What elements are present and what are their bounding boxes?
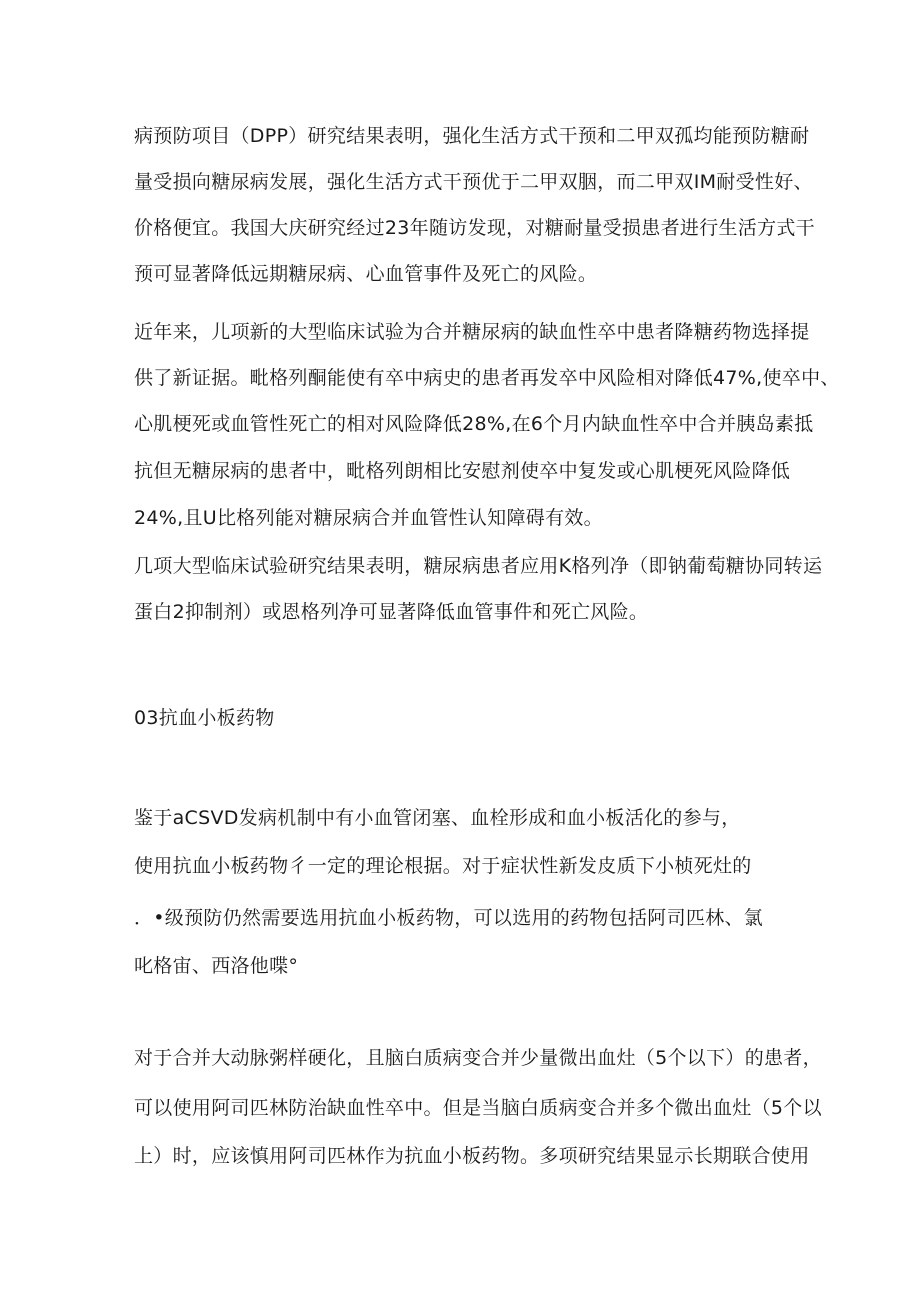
text-line: 对于合并大动脉粥样硬化，且脑白质病变合并少量微出血灶（5个以下）的患者， xyxy=(134,1047,822,1069)
text-line: 24%,且U比格列能对糖尿病合并血管性认知障碍有效。 xyxy=(134,507,603,529)
section-heading: 03抗血小板药物 xyxy=(134,707,275,729)
text-line: 病预防项目（DPP）研究结果表明，强化生活方式干预和二甲双孤均能预防糖耐 xyxy=(134,125,810,147)
text-line: 供了新证据。毗格列酮能使有卒中病史的患者再发卒中风险相对降低47%,使卒中、 xyxy=(134,367,840,389)
text-line: 蛋白2抑制剂）或恩格列净可显著降低血管事件和死亡风险。 xyxy=(134,601,649,623)
text-line: 叱格宙、西洛他喋° xyxy=(134,955,299,977)
text-line: 上）时，应该慎用阿司匹林作为抗血小板药物。多项研究结果显示长期联合使用 xyxy=(134,1145,810,1167)
text-line: 几项大型临床试验研究结果表明，糖尿病患者应用K格列净（即钠葡萄糖协同转运 xyxy=(134,555,823,577)
text-line: 价格便宜。我国大庆研究经过23年随访发现，对糖耐量受损患者进行生活方式干 xyxy=(134,217,815,239)
text-line: 可以使用阿司匹林防治缺血性卒中。但是当脑白质病变合并多个微出血灶（5个以 xyxy=(134,1097,822,1119)
text-line: ．•级预防仍然需要选用抗血小板药物，可以选用的药物包括阿司匹林、氯 xyxy=(134,907,764,929)
text-line: 鉴于aCSVD发病机制中有小血管闭塞、血栓形成和血小板活化的参与， xyxy=(134,807,741,829)
text-line: 预可显著降低远期糖尿病、心血管事件及死亡的风险。 xyxy=(134,263,598,285)
text-line: 近年来，儿项新的大型临床试验为合并糖尿病的缺血性卒中患者降糖药物选择提 xyxy=(134,321,810,343)
text-line: 量受损向糖尿病发展，强化生活方式干预优于二甲双胭，而二甲双IM耐受性好、 xyxy=(134,171,813,193)
text-line: 使用抗血小板药物彳一定的理论根据。对于症状性新发皮质下小桢死灶的 xyxy=(134,855,752,877)
text-line: 心肌梗死或血管性死亡的相对风险降低28%,在6个月内缺血性卒中合并胰岛素抵 xyxy=(134,413,814,435)
text-line: 抗但无糖尿病的患者中，毗格列朗相比安慰剂使卒中复发或心肌梗死风险降低 xyxy=(134,460,791,482)
